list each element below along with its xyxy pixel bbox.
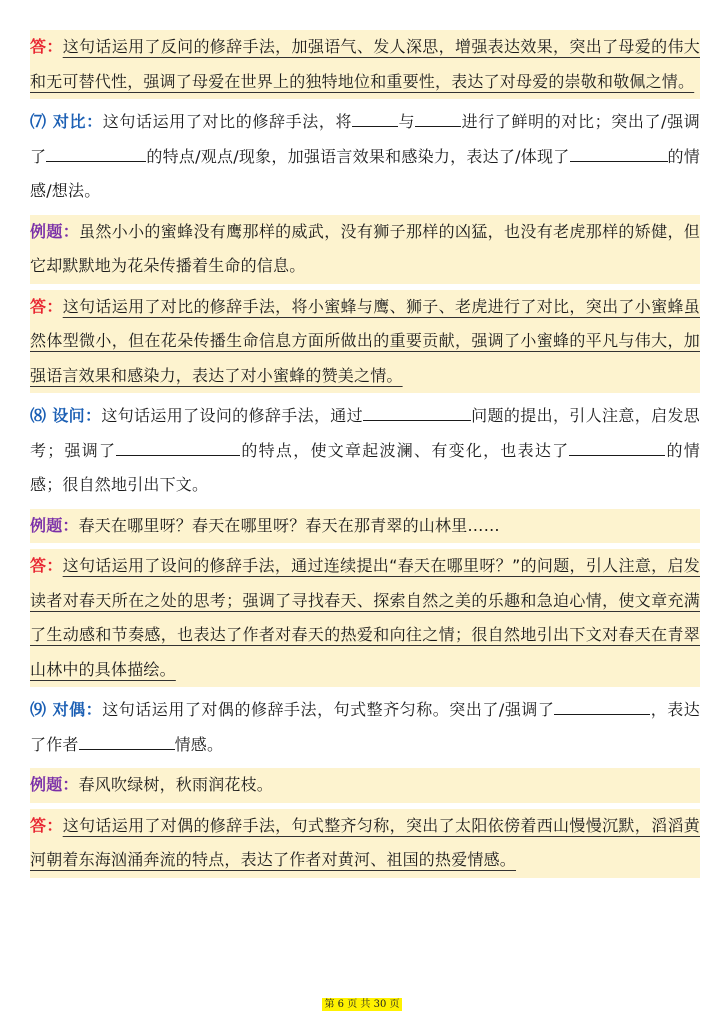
template-text: 的情感；很自然地引出下文。 xyxy=(30,440,700,494)
fill-blank xyxy=(352,106,398,127)
fill-blank xyxy=(363,400,471,421)
fill-blank xyxy=(569,435,665,456)
answer-label: 答： xyxy=(30,296,63,316)
template-text: 这句话运用了对偶的修辞手法，句式整齐匀称。突出了/强调了 xyxy=(102,700,555,719)
template-text: 的特点/观点/现象，加强语言效果和感染力，表达了/体现了 xyxy=(146,146,570,166)
example-block-8 xyxy=(30,509,700,544)
answer-label: 答： xyxy=(30,815,63,835)
template-text: ，表达了作者 xyxy=(30,700,700,754)
example-label: 例题： xyxy=(30,221,80,241)
answer-block-7 xyxy=(30,290,700,394)
answer-block-6 xyxy=(30,30,700,99)
answer-block-9 xyxy=(30,809,700,878)
fill-blank xyxy=(415,106,461,127)
answer-block-8 xyxy=(30,549,700,687)
template-text: 进行了鲜明的对比；突出了/强调了 xyxy=(30,112,700,166)
fill-blank xyxy=(554,694,650,715)
example-block-7 xyxy=(30,215,700,284)
section-9-template xyxy=(30,693,700,762)
section-label: ⑺ 对比： xyxy=(30,112,103,131)
template-text: 的情感/想法。 xyxy=(30,146,701,200)
example-label: 例题： xyxy=(30,775,79,794)
answer-text: 这句话运用了设问的修辞手法，通过连续提出“春天在哪里呀？”的问题，引人注意，启发读者对春天所在之处的思考；强调了寻找春天、探索自然之美的乐趣和急迫心情，使文章充满了生动感和节奏感，也表达了作者对春天的热爱和向往之情；很自然地引出下文对春天在青翠山林中的具体描绘。 xyxy=(30,556,700,679)
page-content xyxy=(30,30,700,878)
answer-text: 这句话运用了对比的修辞手法，将小蜜蜂与鹰、狮子、老虎进行了对比，突出了小蜜蜂虽然体型微小，但在花朵传播生命信息方面所做出的重要贡献，强调了小蜜蜂的平凡与伟大，加强语言效果和感染力，表达了对小蜜蜂的赞美之情。 xyxy=(30,296,700,385)
fill-blank xyxy=(570,141,668,162)
section-label: ⑻ 设问： xyxy=(30,406,102,425)
fill-blank xyxy=(116,435,240,456)
fill-blank xyxy=(79,729,175,750)
template-text: 这句话运用了设问的修辞手法，通过 xyxy=(101,406,364,425)
template-text: 问题的提出，引人注意，启发思考；强调了 xyxy=(30,406,700,460)
example-text: 春风吹绿树，秋雨润花枝。 xyxy=(78,775,274,794)
page-footer xyxy=(0,992,724,1011)
section-8-template xyxy=(30,399,700,503)
answer-label: 答： xyxy=(30,37,63,56)
example-text: 春天在哪里呀？春天在哪里呀？春天在那青翠的山林里…… xyxy=(78,515,500,535)
answer-text: 这句话运用了对偶的修辞手法，句式整齐匀称，突出了太阳依傍着西山慢慢沉默，滔滔黄河朝着东海汹涌奔流的特点，表达了作者对黄河、祖国的热爱情感。 xyxy=(30,815,700,869)
template-text: 这句话运用了对比的修辞手法，将 xyxy=(102,112,353,131)
example-block-9 xyxy=(30,768,700,803)
fill-blank xyxy=(46,141,146,162)
template-text: 情感。 xyxy=(174,734,224,754)
page-number: 第 6 页 共 30 页 xyxy=(322,998,403,1011)
template-text: 与 xyxy=(398,112,416,131)
template-text: 的特点，使文章起波澜、有变化，也表达了 xyxy=(240,440,570,460)
example-label: 例题： xyxy=(30,515,79,535)
section-7-template xyxy=(30,105,700,209)
answer-label: 答： xyxy=(30,556,63,575)
section-label: ⑼ 对偶： xyxy=(30,700,103,719)
example-text: 虽然小小的蜜蜂没有鹰那样的威武，没有狮子那样的凶猛，也没有老虎那样的矫健，但它却默默地为花朵传播着生命的信息。 xyxy=(30,221,700,275)
answer-text: 这句话运用了反问的修辞手法，加强语气、发人深思，增强表达效果，突出了母爱的伟大和无可替代性，强调了母爱在世界上的独特地位和重要性，表达了对母爱的崇敬和敬佩之情。 xyxy=(30,37,700,91)
